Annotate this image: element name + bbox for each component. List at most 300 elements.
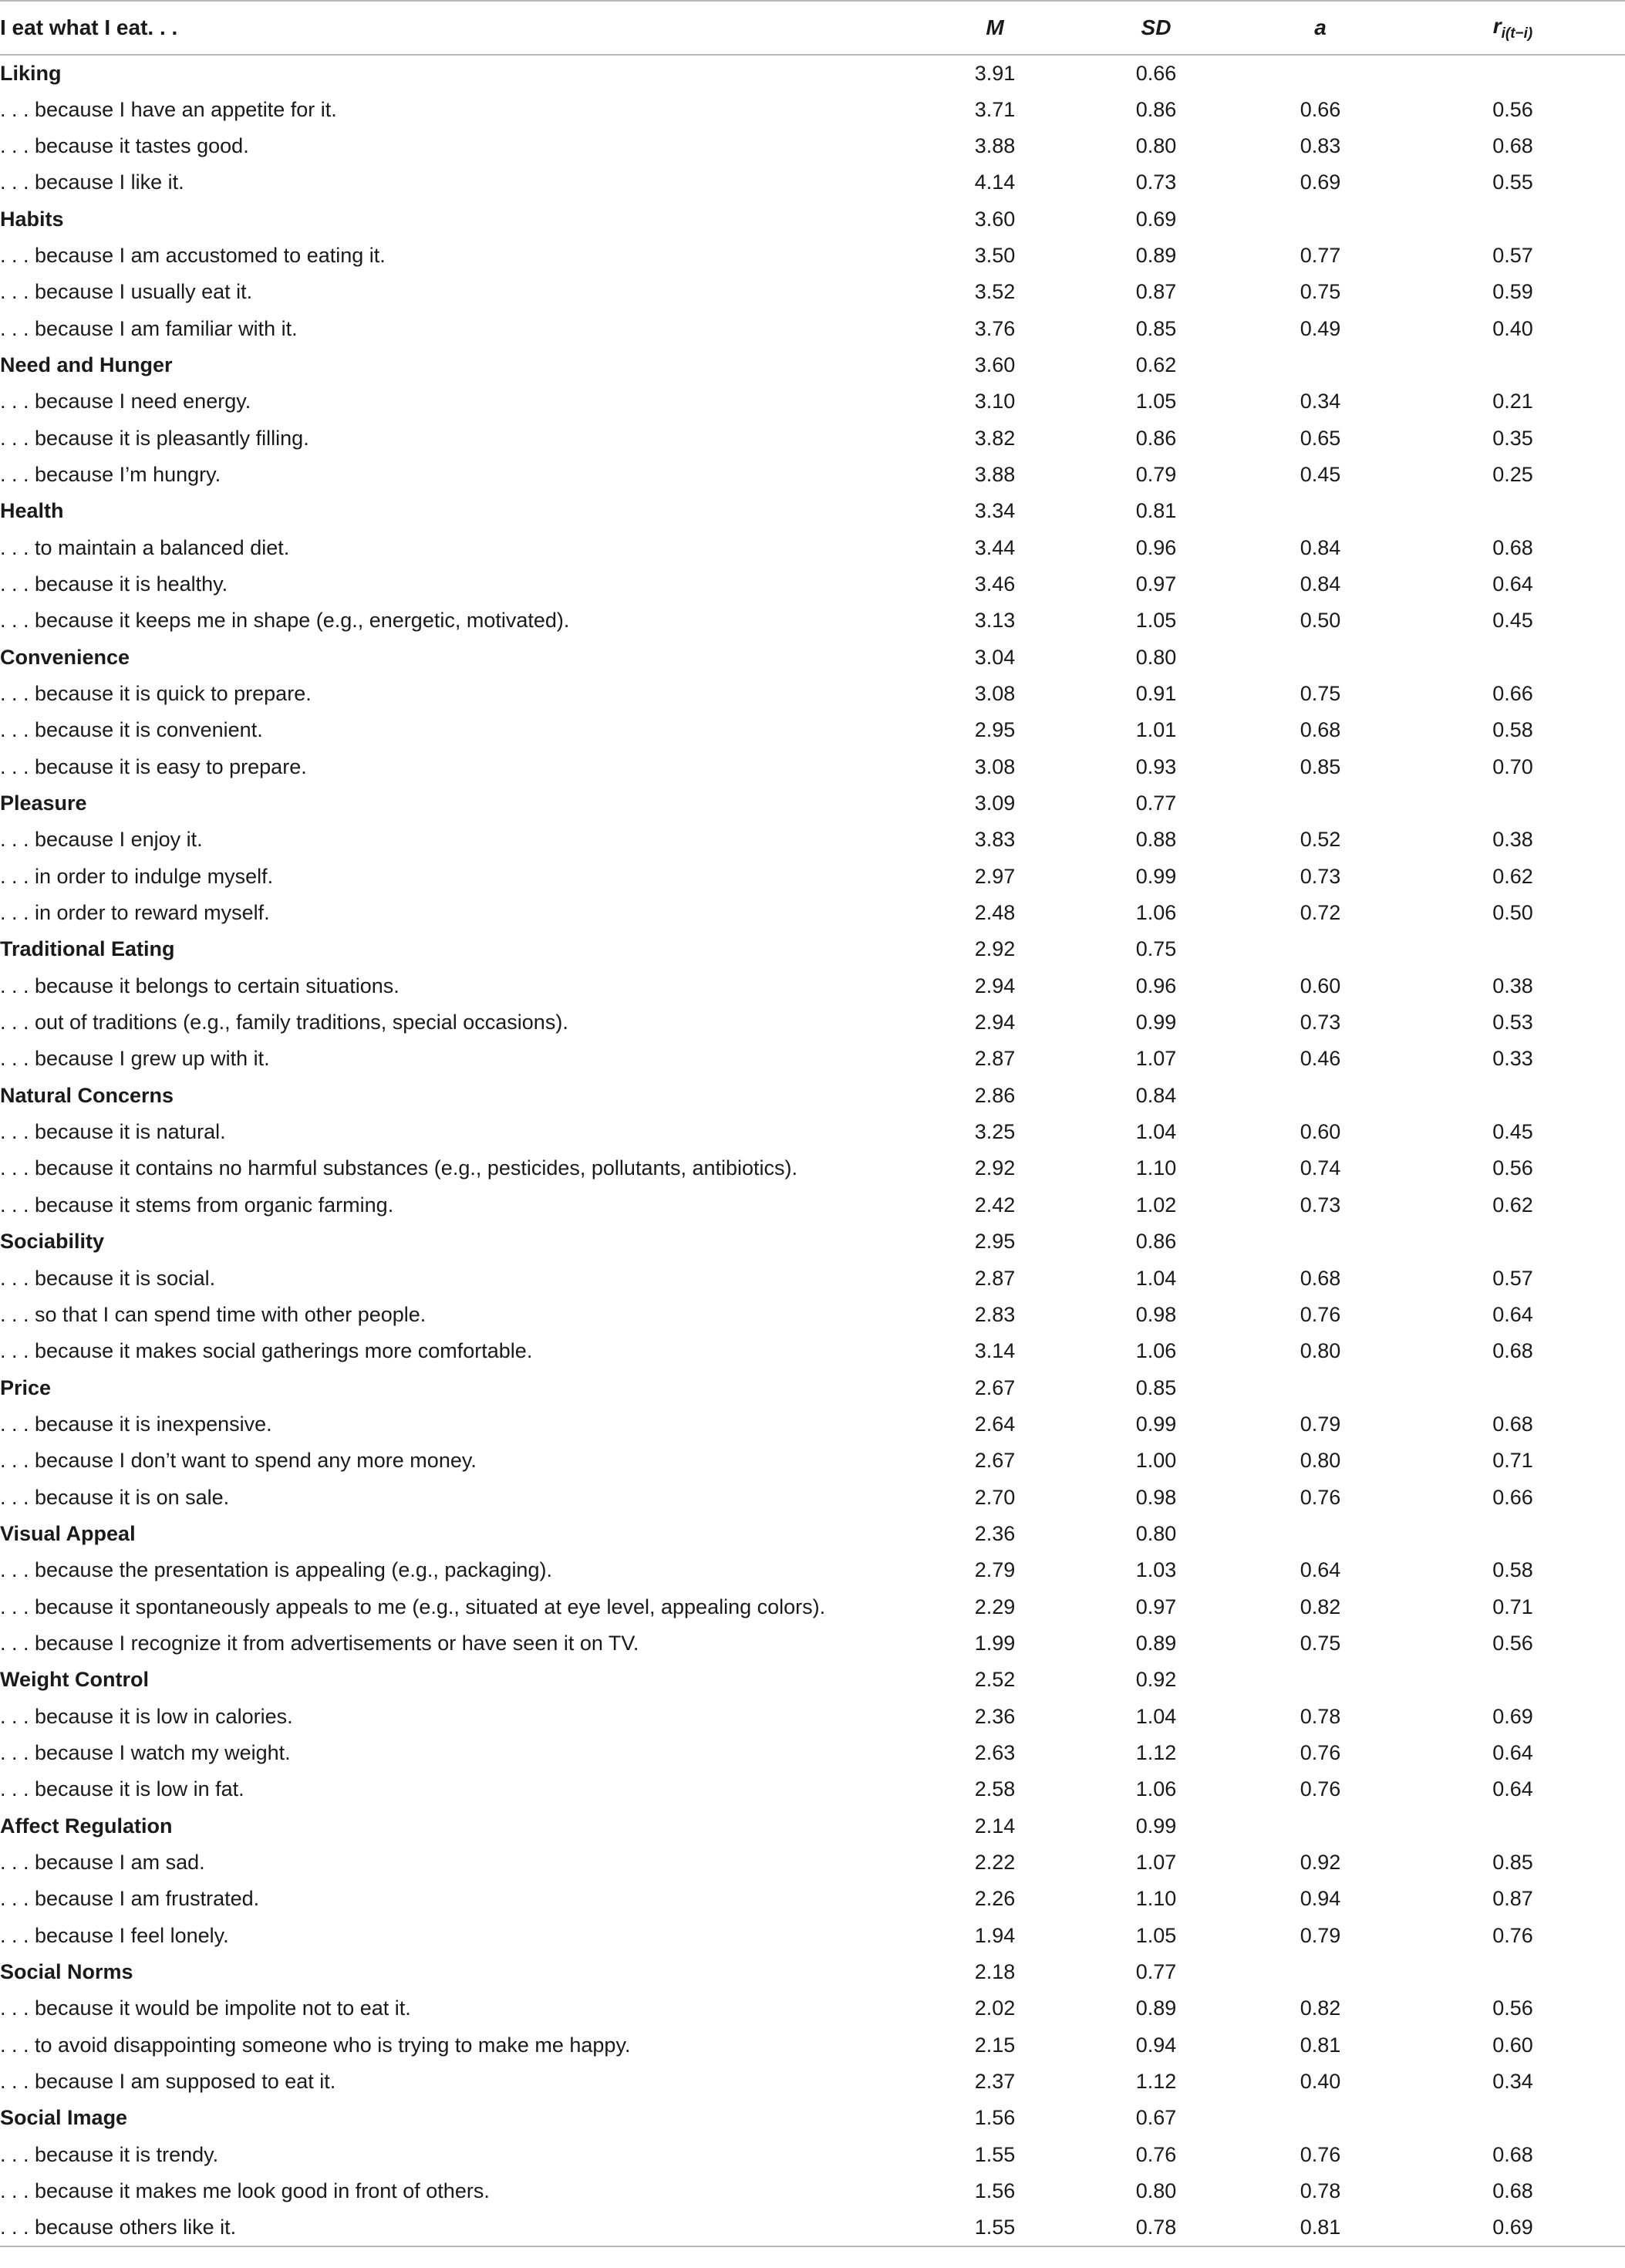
row-mean: 2.15 bbox=[974, 2033, 1016, 2057]
row-correlation: 0.21 bbox=[1492, 390, 1533, 413]
row-mean: 2.58 bbox=[974, 1777, 1016, 1801]
item-row bbox=[0, 91, 1625, 127]
row-sd: 0.69 bbox=[1135, 207, 1177, 231]
row-label: . . . because it is pleasantly filling. bbox=[0, 426, 309, 450]
row-correlation bbox=[1401, 201, 1625, 237]
row-alpha bbox=[1240, 1954, 1401, 1990]
factor-row bbox=[0, 1808, 1625, 1844]
row-mean: 2.64 bbox=[974, 1412, 1016, 1436]
item-row bbox=[0, 2209, 1625, 2246]
row-mean: 3.08 bbox=[974, 754, 1016, 778]
row-alpha: 0.85 bbox=[1300, 754, 1341, 778]
row-label: . . . because it is social. bbox=[0, 1266, 216, 1290]
item-row bbox=[0, 1588, 1625, 1625]
row-mean: 2.18 bbox=[974, 1960, 1016, 1984]
row-correlation bbox=[1401, 1808, 1625, 1844]
row-mean: 2.02 bbox=[974, 1996, 1016, 2020]
item-row bbox=[0, 1479, 1625, 1515]
row-correlation: 0.56 bbox=[1492, 97, 1533, 121]
item-row bbox=[0, 1187, 1625, 1223]
item-row bbox=[0, 1771, 1625, 1807]
row-sd: 1.06 bbox=[1135, 1777, 1177, 1801]
row-label: . . . because I usually eat it. bbox=[0, 280, 253, 304]
row-sd: 0.80 bbox=[1135, 2179, 1177, 2203]
row-sd: 1.02 bbox=[1135, 1193, 1177, 1217]
row-alpha: 0.78 bbox=[1300, 2179, 1341, 2203]
header-item-total-correlation bbox=[1401, 1, 1625, 55]
header-mean: M bbox=[918, 1, 1072, 55]
row-sd: 0.91 bbox=[1135, 682, 1177, 706]
row-sd: 0.86 bbox=[1135, 426, 1177, 450]
row-mean: 3.08 bbox=[974, 682, 1016, 706]
row-sd: 0.81 bbox=[1135, 499, 1177, 523]
row-sd: 0.93 bbox=[1135, 754, 1177, 778]
row-alpha: 0.75 bbox=[1300, 280, 1341, 304]
row-label: . . . because I am frustrated. bbox=[0, 1887, 260, 1911]
row-label: . . . because I need energy. bbox=[0, 390, 251, 413]
row-label: . . . to avoid disappointing someone who is trying to make me happy. bbox=[0, 2033, 631, 2057]
row-correlation bbox=[1401, 2100, 1625, 2136]
row-correlation: 0.53 bbox=[1492, 1011, 1533, 1034]
row-label: Social Image bbox=[0, 2106, 128, 2130]
row-alpha bbox=[1240, 493, 1401, 529]
row-mean: 3.10 bbox=[974, 390, 1016, 413]
row-mean: 3.34 bbox=[974, 499, 1016, 523]
row-correlation bbox=[1401, 785, 1625, 822]
row-correlation: 0.33 bbox=[1492, 1047, 1533, 1071]
table-body bbox=[0, 55, 1625, 2246]
row-sd: 1.07 bbox=[1135, 1047, 1177, 1071]
row-correlation: 0.50 bbox=[1492, 901, 1533, 925]
row-label: . . . because it is on sale. bbox=[0, 1485, 230, 1509]
item-row bbox=[0, 274, 1625, 310]
item-row bbox=[0, 859, 1625, 895]
row-correlation: 0.45 bbox=[1492, 609, 1533, 633]
row-alpha: 0.94 bbox=[1300, 1887, 1341, 1911]
row-alpha: 0.68 bbox=[1300, 718, 1341, 742]
row-sd: 0.77 bbox=[1135, 791, 1177, 815]
row-mean: 2.94 bbox=[974, 1011, 1016, 1034]
row-mean: 2.92 bbox=[974, 937, 1016, 961]
row-mean: 3.14 bbox=[974, 1339, 1016, 1363]
row-correlation: 0.71 bbox=[1492, 1595, 1533, 1618]
row-alpha: 0.82 bbox=[1300, 1996, 1341, 2020]
row-mean: 2.92 bbox=[974, 1156, 1016, 1180]
row-label: . . . because it is low in fat. bbox=[0, 1777, 244, 1801]
row-correlation: 0.85 bbox=[1492, 1851, 1533, 1875]
row-mean: 3.13 bbox=[974, 609, 1016, 633]
row-sd: 1.06 bbox=[1135, 1339, 1177, 1363]
row-correlation: 0.64 bbox=[1492, 1302, 1533, 1326]
factor-row bbox=[0, 931, 1625, 967]
row-label: . . . in order to indulge myself. bbox=[0, 864, 274, 888]
item-row bbox=[0, 310, 1625, 346]
row-alpha: 0.75 bbox=[1300, 1631, 1341, 1655]
row-correlation: 0.70 bbox=[1492, 754, 1533, 778]
row-sd: 0.67 bbox=[1135, 2106, 1177, 2130]
row-correlation: 0.38 bbox=[1492, 974, 1533, 997]
row-alpha bbox=[1240, 201, 1401, 237]
row-alpha: 0.66 bbox=[1300, 97, 1341, 121]
row-mean: 2.26 bbox=[974, 1887, 1016, 1911]
row-mean: 3.46 bbox=[974, 572, 1016, 596]
row-correlation: 0.68 bbox=[1492, 2142, 1533, 2166]
header-r-main: r bbox=[1492, 13, 1502, 38]
row-sd: 0.97 bbox=[1135, 1595, 1177, 1618]
row-alpha bbox=[1240, 640, 1401, 676]
factor-row bbox=[0, 785, 1625, 822]
row-correlation: 0.38 bbox=[1492, 828, 1533, 852]
row-alpha bbox=[1240, 55, 1401, 91]
row-sd: 0.99 bbox=[1135, 1814, 1177, 1838]
row-sd: 0.85 bbox=[1135, 1375, 1177, 1399]
row-alpha bbox=[1240, 347, 1401, 383]
row-sd: 0.85 bbox=[1135, 316, 1177, 340]
row-mean: 1.56 bbox=[974, 2179, 1016, 2203]
row-correlation bbox=[1401, 347, 1625, 383]
item-row bbox=[0, 1041, 1625, 1077]
row-label: Weight Control bbox=[0, 1668, 149, 1692]
row-alpha: 0.60 bbox=[1300, 974, 1341, 997]
item-row bbox=[0, 2027, 1625, 2064]
row-mean: 2.94 bbox=[974, 974, 1016, 997]
row-alpha: 0.92 bbox=[1300, 1851, 1341, 1875]
row-alpha: 0.83 bbox=[1300, 133, 1341, 157]
row-sd: 0.79 bbox=[1135, 462, 1177, 486]
row-correlation: 0.58 bbox=[1492, 1558, 1533, 1582]
row-label: . . . because it is inexpensive. bbox=[0, 1412, 272, 1436]
row-alpha: 0.76 bbox=[1300, 2142, 1341, 2166]
row-alpha bbox=[1240, 785, 1401, 822]
row-sd: 1.10 bbox=[1135, 1156, 1177, 1180]
row-sd: 1.05 bbox=[1135, 609, 1177, 633]
item-row bbox=[0, 529, 1625, 565]
row-correlation: 0.66 bbox=[1492, 1485, 1533, 1509]
factor-row bbox=[0, 1078, 1625, 1114]
row-alpha bbox=[1240, 1662, 1401, 1698]
row-alpha: 0.81 bbox=[1300, 2033, 1341, 2057]
factor-row bbox=[0, 1369, 1625, 1406]
row-sd: 0.62 bbox=[1135, 353, 1177, 376]
row-label: Affect Regulation bbox=[0, 1814, 173, 1838]
row-label: Social Norms bbox=[0, 1960, 133, 1984]
row-alpha: 0.80 bbox=[1300, 1449, 1341, 1473]
row-label: . . . because it makes me look good in front of others. bbox=[0, 2179, 490, 2203]
row-mean: 4.14 bbox=[974, 170, 1016, 194]
item-row bbox=[0, 1625, 1625, 1662]
row-label: . . . because I feel lonely. bbox=[0, 1923, 229, 1947]
item-row bbox=[0, 1844, 1625, 1881]
row-label: Liking bbox=[0, 61, 62, 85]
row-alpha bbox=[1240, 1369, 1401, 1406]
row-sd: 0.73 bbox=[1135, 170, 1177, 194]
row-alpha: 0.60 bbox=[1300, 1120, 1341, 1144]
item-row bbox=[0, 457, 1625, 493]
row-alpha: 0.45 bbox=[1300, 462, 1341, 486]
row-sd: 1.10 bbox=[1135, 1887, 1177, 1911]
row-correlation: 0.58 bbox=[1492, 718, 1533, 742]
row-correlation: 0.57 bbox=[1492, 1266, 1533, 1290]
row-mean: 3.60 bbox=[974, 207, 1016, 231]
item-row bbox=[0, 2064, 1625, 2100]
row-sd: 0.96 bbox=[1135, 974, 1177, 997]
row-alpha: 0.73 bbox=[1300, 864, 1341, 888]
header-row bbox=[0, 1, 1625, 55]
row-sd: 0.98 bbox=[1135, 1485, 1177, 1509]
row-sd: 0.88 bbox=[1135, 828, 1177, 852]
row-sd: 0.89 bbox=[1135, 1996, 1177, 2020]
row-alpha: 0.79 bbox=[1300, 1923, 1341, 1947]
row-mean: 3.52 bbox=[974, 280, 1016, 304]
row-mean: 2.22 bbox=[974, 1851, 1016, 1875]
row-mean: 3.82 bbox=[974, 426, 1016, 450]
row-correlation bbox=[1401, 1223, 1625, 1260]
row-sd: 1.00 bbox=[1135, 1449, 1177, 1473]
row-alpha: 0.40 bbox=[1300, 2070, 1341, 2094]
row-sd: 1.01 bbox=[1135, 718, 1177, 742]
factor-row bbox=[0, 1516, 1625, 1552]
item-row bbox=[0, 1297, 1625, 1333]
row-sd: 1.03 bbox=[1135, 1558, 1177, 1582]
row-mean: 3.76 bbox=[974, 316, 1016, 340]
row-alpha: 0.72 bbox=[1300, 901, 1341, 925]
row-sd: 1.12 bbox=[1135, 1740, 1177, 1764]
row-correlation bbox=[1401, 493, 1625, 529]
row-label: . . . because it is healthy. bbox=[0, 572, 228, 596]
item-row bbox=[0, 2173, 1625, 2209]
row-label: Traditional Eating bbox=[0, 937, 175, 961]
item-row bbox=[0, 749, 1625, 785]
row-alpha: 0.76 bbox=[1300, 1485, 1341, 1509]
item-row bbox=[0, 895, 1625, 931]
row-label: . . . because it belongs to certain situations. bbox=[0, 974, 400, 997]
row-mean: 2.95 bbox=[974, 1230, 1016, 1254]
row-mean: 2.29 bbox=[974, 1595, 1016, 1618]
factor-row bbox=[0, 201, 1625, 237]
row-label: . . . because I am accustomed to eating it. bbox=[0, 243, 386, 267]
row-correlation bbox=[1401, 931, 1625, 967]
row-correlation: 0.45 bbox=[1492, 1120, 1533, 1144]
row-mean: 2.86 bbox=[974, 1083, 1016, 1107]
row-label: . . . because it is easy to prepare. bbox=[0, 754, 307, 778]
row-alpha bbox=[1240, 1078, 1401, 1114]
row-mean: 2.36 bbox=[974, 1704, 1016, 1728]
factor-row bbox=[0, 1662, 1625, 1698]
row-label: . . . because I like it. bbox=[0, 170, 184, 194]
row-label: Sociability bbox=[0, 1230, 105, 1254]
row-mean: 1.94 bbox=[974, 1923, 1016, 1947]
row-sd: 0.86 bbox=[1135, 1230, 1177, 1254]
row-label: . . . because I am sad. bbox=[0, 1851, 205, 1875]
row-label: . . . because I am supposed to eat it. bbox=[0, 2070, 336, 2094]
row-alpha bbox=[1240, 1808, 1401, 1844]
row-mean: 2.48 bbox=[974, 901, 1016, 925]
row-label: Price bbox=[0, 1375, 52, 1399]
item-row bbox=[0, 1004, 1625, 1041]
row-alpha: 0.82 bbox=[1300, 1595, 1341, 1618]
row-alpha: 0.78 bbox=[1300, 1704, 1341, 1728]
row-mean: 2.87 bbox=[974, 1047, 1016, 1071]
row-correlation: 0.25 bbox=[1492, 462, 1533, 486]
row-correlation: 0.60 bbox=[1492, 2033, 1533, 2057]
row-mean: 3.83 bbox=[974, 828, 1016, 852]
row-label: . . . because I am familiar with it. bbox=[0, 316, 298, 340]
row-correlation: 0.59 bbox=[1492, 280, 1533, 304]
row-label: . . . because I’m hungry. bbox=[0, 462, 221, 486]
row-correlation: 0.69 bbox=[1401, 2209, 1625, 2246]
item-row bbox=[0, 1114, 1625, 1150]
row-mean: 2.36 bbox=[974, 1521, 1016, 1545]
row-correlation bbox=[1401, 1369, 1625, 1406]
row-mean: 2.14 bbox=[974, 1814, 1016, 1838]
factor-row bbox=[0, 1954, 1625, 1990]
row-correlation: 0.64 bbox=[1492, 1777, 1533, 1801]
row-alpha: 0.77 bbox=[1300, 243, 1341, 267]
row-alpha: 0.81 bbox=[1240, 2209, 1401, 2246]
row-mean: 3.04 bbox=[974, 645, 1016, 669]
row-label: . . . out of traditions (e.g., family traditions, special occasions). bbox=[0, 1011, 568, 1034]
row-mean: 3.44 bbox=[974, 535, 1016, 559]
row-mean: 2.37 bbox=[974, 2070, 1016, 2094]
row-alpha bbox=[1240, 1516, 1401, 1552]
item-row bbox=[0, 1990, 1625, 2027]
item-row bbox=[0, 1333, 1625, 1369]
row-mean: 2.95 bbox=[974, 718, 1016, 742]
row-mean: 3.91 bbox=[974, 61, 1016, 85]
header-alpha: a bbox=[1240, 1, 1401, 55]
factor-row bbox=[0, 640, 1625, 676]
row-sd: 1.12 bbox=[1135, 2070, 1177, 2094]
row-mean: 3.88 bbox=[974, 133, 1016, 157]
row-sd: 0.77 bbox=[1135, 1960, 1177, 1984]
row-sd: 1.04 bbox=[1135, 1266, 1177, 1290]
row-correlation: 0.56 bbox=[1492, 1631, 1533, 1655]
row-correlation bbox=[1401, 640, 1625, 676]
row-label: . . . because it is convenient. bbox=[0, 718, 263, 742]
row-sd: 0.99 bbox=[1135, 1011, 1177, 1034]
item-row bbox=[0, 2137, 1625, 2173]
row-label: . . . because it makes social gatherings more comfortable. bbox=[0, 1339, 533, 1363]
row-alpha: 0.68 bbox=[1300, 1266, 1341, 1290]
item-row bbox=[0, 420, 1625, 456]
item-row bbox=[0, 1918, 1625, 1954]
row-mean: 2.97 bbox=[974, 864, 1016, 888]
row-label: . . . in order to reward myself. bbox=[0, 901, 270, 925]
row-alpha: 0.84 bbox=[1300, 572, 1341, 596]
row-correlation: 0.62 bbox=[1492, 864, 1533, 888]
row-label: . . . because I watch my weight. bbox=[0, 1740, 291, 1764]
row-mean: 1.55 bbox=[974, 2142, 1016, 2166]
row-correlation: 0.71 bbox=[1492, 1449, 1533, 1473]
row-mean: 1.55 bbox=[918, 2209, 1072, 2246]
row-mean: 3.71 bbox=[974, 97, 1016, 121]
factor-row bbox=[0, 347, 1625, 383]
row-correlation: 0.55 bbox=[1492, 170, 1533, 194]
row-alpha: 0.75 bbox=[1300, 682, 1341, 706]
row-correlation: 0.40 bbox=[1492, 316, 1533, 340]
row-mean: 2.70 bbox=[974, 1485, 1016, 1509]
header-sd: SD bbox=[1072, 1, 1240, 55]
factor-row bbox=[0, 55, 1625, 91]
row-label: . . . because it is quick to prepare. bbox=[0, 682, 312, 706]
item-row bbox=[0, 1260, 1625, 1296]
item-row bbox=[0, 1150, 1625, 1186]
table-header bbox=[0, 1, 1625, 55]
row-label: . . . because I grew up with it. bbox=[0, 1047, 270, 1071]
row-label: . . . because I enjoy it. bbox=[0, 828, 203, 852]
row-label: . . . because others like it. bbox=[0, 2209, 918, 2246]
row-correlation bbox=[1401, 1954, 1625, 1990]
row-label: . . . because I have an appetite for it. bbox=[0, 97, 337, 121]
row-correlation: 0.68 bbox=[1492, 2179, 1533, 2203]
row-alpha bbox=[1240, 931, 1401, 967]
factor-row bbox=[0, 493, 1625, 529]
row-sd: 0.94 bbox=[1135, 2033, 1177, 2057]
row-mean: 3.25 bbox=[974, 1120, 1016, 1144]
row-mean: 3.88 bbox=[974, 462, 1016, 486]
row-correlation: 0.35 bbox=[1492, 426, 1533, 450]
row-alpha: 0.49 bbox=[1300, 316, 1341, 340]
row-mean: 2.79 bbox=[974, 1558, 1016, 1582]
row-label: . . . because it stems from organic farming. bbox=[0, 1193, 394, 1217]
row-correlation: 0.68 bbox=[1492, 1412, 1533, 1436]
row-alpha: 0.76 bbox=[1300, 1302, 1341, 1326]
item-row bbox=[0, 566, 1625, 602]
row-label: Pleasure bbox=[0, 791, 87, 815]
row-sd: 0.99 bbox=[1135, 864, 1177, 888]
row-correlation: 0.87 bbox=[1492, 1887, 1533, 1911]
item-row bbox=[0, 238, 1625, 274]
row-correlation: 0.56 bbox=[1492, 1996, 1533, 2020]
row-correlation: 0.34 bbox=[1492, 2070, 1533, 2094]
item-row bbox=[0, 1735, 1625, 1771]
item-row bbox=[0, 1881, 1625, 1917]
row-mean: 1.56 bbox=[974, 2106, 1016, 2130]
row-label: . . . to maintain a balanced diet. bbox=[0, 535, 290, 559]
row-sd: 0.80 bbox=[1135, 1521, 1177, 1545]
row-alpha: 0.74 bbox=[1300, 1156, 1341, 1180]
row-label: Convenience bbox=[0, 645, 130, 669]
item-row bbox=[0, 1443, 1625, 1479]
row-correlation bbox=[1401, 1662, 1625, 1698]
row-sd: 1.04 bbox=[1135, 1120, 1177, 1144]
row-mean: 2.42 bbox=[974, 1193, 1016, 1217]
row-label: . . . because it tastes good. bbox=[0, 133, 249, 157]
row-sd: 0.92 bbox=[1135, 1668, 1177, 1692]
row-correlation bbox=[1401, 1516, 1625, 1552]
row-sd: 0.98 bbox=[1135, 1302, 1177, 1326]
row-sd: 0.76 bbox=[1135, 2142, 1177, 2166]
row-label: . . . because it is low in calories. bbox=[0, 1704, 293, 1728]
row-sd: 1.05 bbox=[1135, 390, 1177, 413]
row-mean: 3.09 bbox=[974, 791, 1016, 815]
row-correlation: 0.76 bbox=[1492, 1923, 1533, 1947]
row-mean: 2.63 bbox=[974, 1740, 1016, 1764]
row-label: Habits bbox=[0, 207, 64, 231]
row-alpha: 0.64 bbox=[1300, 1558, 1341, 1582]
row-label: Need and Hunger bbox=[0, 353, 173, 376]
header-item: I eat what I eat. . . bbox=[0, 1, 918, 55]
row-mean: 3.60 bbox=[974, 353, 1016, 376]
item-row bbox=[0, 822, 1625, 858]
item-row bbox=[0, 602, 1625, 639]
row-sd: 0.89 bbox=[1135, 1631, 1177, 1655]
row-label: . . . because it would be impolite not to eat it. bbox=[0, 1996, 411, 2020]
item-row bbox=[0, 712, 1625, 748]
row-sd: 0.89 bbox=[1135, 243, 1177, 267]
row-alpha: 0.84 bbox=[1300, 535, 1341, 559]
row-sd: 1.05 bbox=[1135, 1923, 1177, 1947]
